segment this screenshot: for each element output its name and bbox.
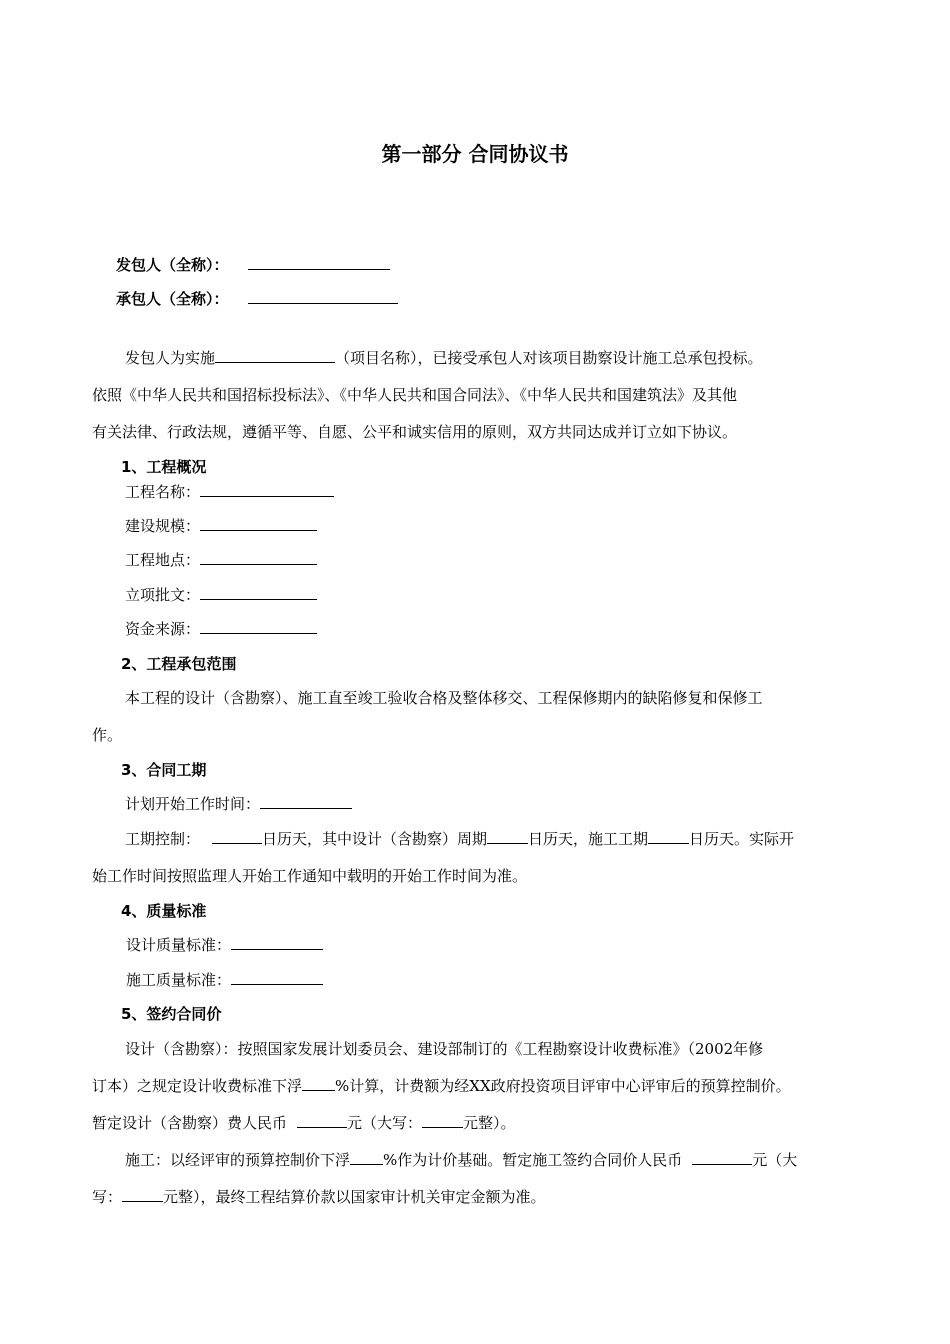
construction-price-line-2 [92,1186,546,1208]
duration-text: 日历天，施工工期 [528,830,649,848]
price-text: 暂定设计（含勘察）费人民币 [92,1114,288,1132]
design-price-line-2 [92,1075,791,1097]
employer-label: 发包人（全称）： [116,256,229,274]
approval-label: 立项批文： [125,586,201,604]
location-input[interactable] [200,549,317,565]
contractor-name-field[interactable] [248,288,398,304]
price-text: %计算，计费额为经XX政府投资项目评审中心评审后的预算控制价。 [335,1077,791,1095]
funding-row [125,618,317,640]
price-text: 元整）。 [463,1114,516,1132]
approval-input[interactable] [200,584,317,600]
construction-quality-label: 施工质量标准： [126,971,232,989]
total-days-input[interactable] [212,828,262,844]
project-name-row [125,481,334,503]
price-text: %作为计价基础。暂定施工签约合同价人民币 [383,1151,683,1169]
construction-days-input[interactable] [648,828,689,844]
construction-price-words-input[interactable] [122,1186,163,1202]
construction-quality-input[interactable] [231,969,323,985]
contractor-label: 承包人（全称）： [116,290,229,308]
intro-line-1 [125,347,763,369]
project-name-field[interactable] [215,347,335,363]
construction-price-line-1 [125,1149,797,1171]
design-quality-input[interactable] [231,934,323,950]
section-4-heading: 4、质量标准 [121,902,207,920]
intro-text: 发包人为实施 [125,349,216,367]
scope-line-1: 本工程的设计（含勘察）、施工直至竣工验收合格及整体移交、工程保修期内的缺陷修复和保修工 [125,689,763,707]
duration-label: 工期控制： [125,830,201,848]
contractor-row [116,288,398,310]
scale-label: 建设规模： [125,517,201,535]
design-fee-words-input[interactable] [422,1112,463,1128]
location-label: 工程地点： [125,551,201,569]
start-time-row [125,793,352,815]
intro-text: （项目名称），已接受承包人对该项目勘察设计施工总承包投标。 [335,349,763,367]
scale-input[interactable] [200,515,317,531]
construction-price-input[interactable] [692,1149,752,1165]
price-text: 元（大写： [347,1114,423,1132]
duration-text: 日历天。实际开 [689,830,795,848]
page-title: 第一部分 合同协议书 [381,142,569,166]
design-quality-label: 设计质量标准： [126,936,232,954]
funding-input[interactable] [200,618,317,634]
duration-row [125,828,794,850]
project-name-input[interactable] [200,481,334,497]
construction-quality-row [126,969,323,991]
section-3-heading: 3、合同工期 [121,761,207,779]
employer-row [116,254,390,276]
design-price-line-1: 设计（含勘察）：按照国家发展计划委员会、建设部制订的《工程勘察设计收费标准》（2002年修 [125,1040,764,1058]
approval-row [125,584,317,606]
funding-label: 资金来源： [125,620,201,638]
price-text: 写： [92,1188,123,1206]
price-text: 订本）之规定设计收费标准下浮 [92,1077,303,1095]
start-time-label: 计划开始工作时间： [125,795,261,813]
section-1-heading: 1、工程概况 [121,458,207,476]
construction-discount-input[interactable] [350,1149,383,1165]
price-text: 施工：以经评审的预算控制价下浮 [125,1151,351,1169]
project-name-label: 工程名称： [125,483,201,501]
section-2-heading: 2、工程承包范围 [121,655,237,673]
location-row [125,549,317,571]
intro-line-2: 依照《中华人民共和国招标投标法》、《中华人民共和国合同法》、《中华人民共和国建筑法》及其他 [92,386,738,404]
design-fee-input[interactable] [297,1112,347,1128]
design-quality-row [126,934,323,956]
duration-line-2: 始工作时间按照监理人开始工作通知中载明的开始工作时间为准。 [92,867,528,885]
duration-text: 日历天，其中设计（含勘察）周期 [262,830,488,848]
design-price-line-3 [92,1112,516,1134]
start-time-input[interactable] [260,793,352,809]
scope-line-2: 作。 [92,726,123,744]
section-5-heading: 5、签约合同价 [121,1005,222,1023]
design-discount-input[interactable] [302,1075,335,1091]
price-text: 元（大 [752,1151,798,1169]
employer-name-field[interactable] [248,254,390,270]
price-text: 元整），最终工程结算价款以国家审计机关审定金额为准。 [163,1188,546,1206]
intro-line-3: 有关法律、行政法规，遵循平等、自愿、公平和诚实信用的原则，双方共同达成并订立如下协议。 [92,423,738,441]
design-days-input[interactable] [487,828,528,844]
scale-row [125,515,317,537]
